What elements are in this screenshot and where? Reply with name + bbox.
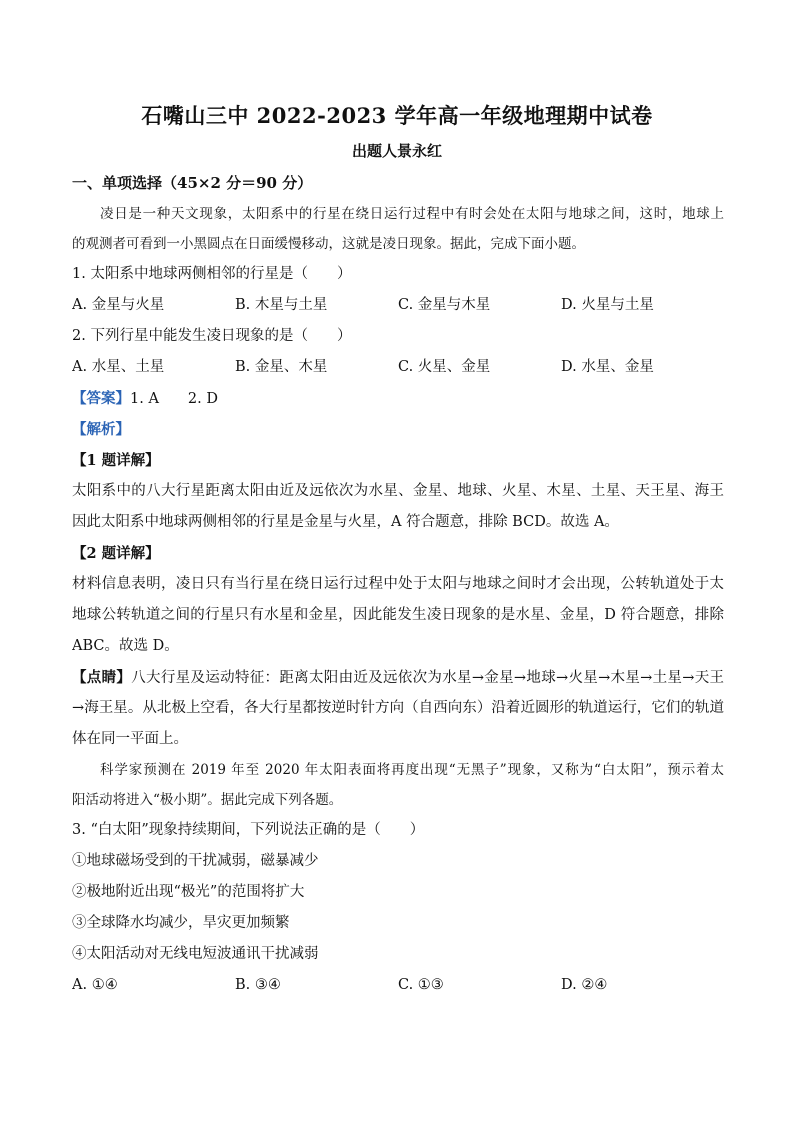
detail-1-line1: 太阳系中的八大行星距离太阳由近及远依次为水星、金星、地球、火星、木星、土星、天王星、海王	[72, 483, 724, 499]
question-2-option-c: C. 火星、金星	[398, 359, 491, 375]
question-3-item-4: ④太阳活动对无线电短波通讯干扰减弱	[72, 946, 319, 962]
question-2-options	[72, 352, 724, 383]
tip-line1	[72, 662, 724, 693]
passage1-line1: 凌日是一种天文现象，太阳系中的行星在绕日运行过程中有时会处在太阳与地球之间，这时，地球上	[100, 206, 724, 222]
question-2-option-b: B. 金星、木星	[235, 359, 328, 375]
detail-2-line3: ABC。故选 D。	[72, 638, 179, 654]
question-1-option-a: A. 金星与火星	[72, 297, 165, 313]
question-1-option-c: C. 金星与木星	[398, 297, 491, 313]
detail-2-line2: 地球公转轨道之间的行星只有水星和金星，因此能发生凌日现象的是水星、金星，D 符合题意，排除	[72, 607, 724, 623]
answer-text: 1. A 2. D	[130, 391, 218, 407]
detail-1-line2: 因此太阳系中地球两侧相邻的行星是金星与火星，A 符合题意，排除 BCD。故选 A。	[72, 514, 619, 530]
question-3-item-3: ③全球降水均减少，旱灾更加频繁	[72, 915, 290, 931]
tip-text-1: 八大行星及运动特征：距离太阳由近及远依次为水星→金星→地球→火星→木星→土星→天王	[131, 670, 724, 686]
exam-content	[72, 168, 724, 1001]
analysis-label: 【解析】	[72, 421, 130, 438]
question-1-stem: 1. 太阳系中地球两侧相邻的行星是（ ）	[72, 266, 352, 282]
answer-label: 【答案】	[72, 390, 130, 407]
passage2-line1: 科学家预测在 2019 年至 2020 年太阳表面将再度出现“无黑子”现象，又称为“白太阳”，预示着太	[100, 762, 724, 778]
exam-author: 出题人景永红	[351, 142, 442, 160]
question-3-options	[72, 970, 724, 1001]
question-3-item-1: ①地球磁场受到的干扰减弱，磁暴减少	[72, 853, 319, 869]
question-3-option-d: D. ②④	[561, 977, 608, 993]
answer-line	[72, 383, 724, 414]
question-2-stem: 2. 下列行星中能发生凌日现象的是（ ）	[72, 328, 352, 344]
question-2-option-a: A. 水星、土星	[72, 359, 165, 375]
question-2-option-d: D. 水星、金星	[561, 359, 654, 375]
question-1-option-d: D. 火星与土星	[561, 297, 654, 313]
question-3-option-b: B. ③④	[235, 977, 281, 993]
question-3-item-2: ②极地附近出现“极光”的范围将扩大	[72, 884, 305, 900]
detail-1-label: 【1 题详解】	[72, 452, 160, 469]
question-3-option-c: C. ①③	[398, 977, 444, 993]
section-heading: 一、单项选择（45×2 分＝90 分）	[72, 174, 313, 192]
exam-title: 石嘴山三中 2022-2023 学年高一年级地理期中试卷	[141, 103, 653, 128]
passage1-line2: 的观测者可看到一小黑圆点在日面缓慢移动，这就是凌日现象。据此，完成下面小题。	[72, 236, 585, 252]
detail-2-label: 【2 题详解】	[72, 545, 160, 562]
tip-line3: 体在同一平面上。	[72, 731, 188, 747]
tip-line2: →海王星。从北极上空看，各大行星都按逆时针方向（自西向东）沿着近圆形的轨道运行，它们的轨道	[72, 700, 724, 716]
detail-2-line1: 材料信息表明，凌日只有当行星在绕日运行过程中处于太阳与地球之间时才会出现，公转轨道处于太	[72, 576, 724, 592]
question-3-option-a: A. ①④	[72, 977, 118, 993]
question-1-options	[72, 290, 724, 321]
tip-label: 【点睛】	[72, 669, 132, 686]
question-3-stem: 3. “白太阳”现象持续期间，下列说法正确的是（ ）	[72, 822, 425, 838]
passage2-line2: 阳活动将进入“极小期”。据此完成下列各题。	[72, 792, 343, 808]
question-1-option-b: B. 木星与土星	[235, 297, 328, 313]
